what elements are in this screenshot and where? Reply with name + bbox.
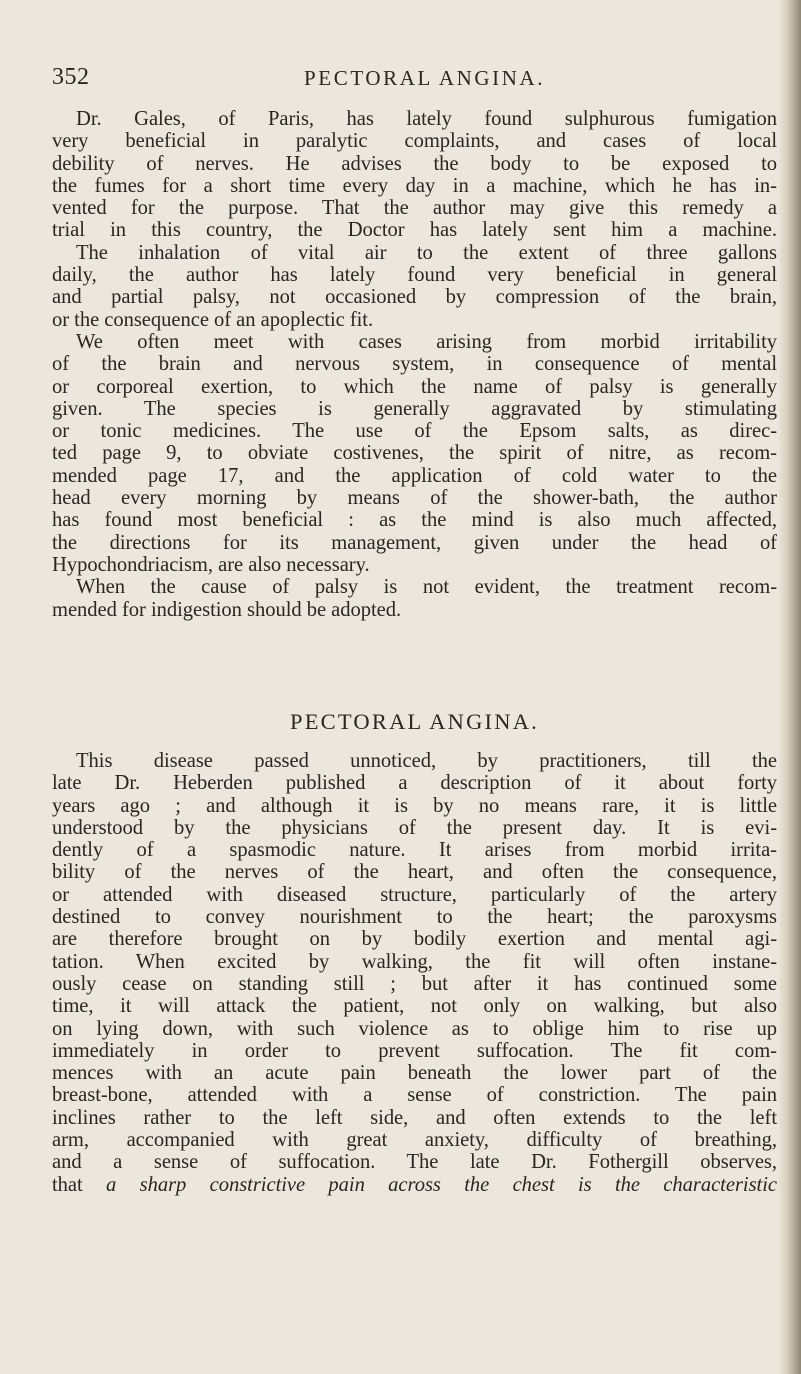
text-line: destined to convey nourishment to the heart; the paroxysms: [52, 906, 777, 929]
text-line: This disease passed unnoticed, by practitioners, till the: [76, 750, 777, 772]
final-line-prefix: that: [52, 1173, 83, 1196]
text-line: Dr. Gales, of Paris, has lately found sulphurous fumigation: [76, 108, 777, 130]
text-line: the fumes for a short time every day in a machine, which he has in-: [52, 174, 777, 197]
text-line: or attended with diseased structure, particularly of the artery: [52, 883, 777, 906]
text-line: trial in this country, the Doctor has lately sent him a machine.: [52, 219, 777, 242]
text-line: arm, accompanied with great anxiety, difficulty of breathing,: [52, 1129, 777, 1152]
text-line: Hypochondriacism, are also necessary.: [52, 553, 370, 576]
text-line: on lying down, with such violence as to oblige him to rise up: [52, 1017, 777, 1040]
text-line: mences with an acute pain beneath the lower part of the: [52, 1062, 777, 1085]
text-line: dently of a spasmodic nature. It arises from morbid irrita-: [52, 839, 777, 862]
section-heading: PECTORAL ANGINA.: [290, 709, 539, 734]
pectoral-angina-text: [52, 750, 777, 1196]
text-line: When the cause of palsy is not evident, the treatment recom-: [76, 576, 777, 599]
text-line: understood by the physicians of the present day. It is evi-: [52, 816, 777, 839]
text-line: tation. When excited by walking, the fit will often instane-: [52, 950, 777, 973]
page-edge-shadow: [779, 0, 801, 1374]
text-line: years ago ; and although it is by no means rare, it is little: [52, 794, 777, 817]
text-line: inclines rather to the left side, and often extends to the left: [52, 1106, 777, 1129]
text-line: vented for the purpose. That the author may give this remedy a: [52, 197, 777, 220]
running-head: [52, 64, 772, 98]
text-line: immediately in order to prevent suffocation. The fit com-: [52, 1039, 777, 1062]
text-line: mended page 17, and the application of cold water to the: [52, 464, 777, 487]
text-line: are therefore brought on by bodily exertion and mental agi-: [52, 928, 777, 951]
text-line: very beneficial in paralytic complaints, and cases of local: [52, 130, 777, 153]
palsy-treatment-text: [52, 108, 777, 621]
text-line: or the consequence of an apoplectic fit.: [52, 308, 374, 331]
text-line: the directions for its management, given under the head of: [52, 531, 777, 554]
text-line: bility of the nerves of the heart, and often the consequence,: [52, 861, 777, 884]
page-number: 352: [52, 64, 90, 90]
text-line: ously cease on standing still ; but after it has continued some: [52, 972, 777, 995]
text-line: and a sense of suffocation. The late Dr. Fothergill observes,: [52, 1151, 777, 1174]
text-line: or tonic medicines. The use of the Epsom salts, as direc-: [52, 420, 777, 443]
text-line: The inhalation of vital air to the extent of three gallons: [76, 241, 777, 264]
text-line: debility of nerves. He advises the body to be exposed to: [52, 152, 777, 175]
text-line: ted page 9, to obviate costivenes, the spirit of nitre, as recom-: [52, 442, 777, 465]
text-line: head every morning by means of the shower-bath, the author: [52, 487, 777, 510]
text-line: of the brain and nervous system, in consequence of mental: [52, 353, 777, 376]
text-line: or corporeal exertion, to which the name of palsy is generally: [52, 375, 777, 398]
text-line: mended for indigestion should be adopted.: [52, 598, 402, 621]
text-line: has found most beneficial : as the mind is also much affected,: [52, 509, 777, 532]
text-line: daily, the author has lately found very beneficial in general: [52, 264, 777, 287]
text-line: given. The species is generally aggravated by stimulating: [52, 397, 777, 420]
final-line-italic: a sharp constrictive pain across the chest is the characteristic: [106, 1173, 777, 1196]
text-line-italic: [52, 1174, 777, 1196]
text-line: time, it will attack the patient, not only on walking, but also: [52, 995, 777, 1018]
text-line: breast-bone, attended with a sense of constriction. The pain: [52, 1084, 777, 1107]
text-line: We often meet with cases arising from morbid irritability: [76, 330, 777, 353]
running-head-title: PECTORAL ANGINA.: [304, 66, 546, 90]
text-line: and partial palsy, not occasioned by compression of the brain,: [52, 286, 777, 309]
text-line: late Dr. Heberden published a description of it about forty: [52, 772, 777, 795]
